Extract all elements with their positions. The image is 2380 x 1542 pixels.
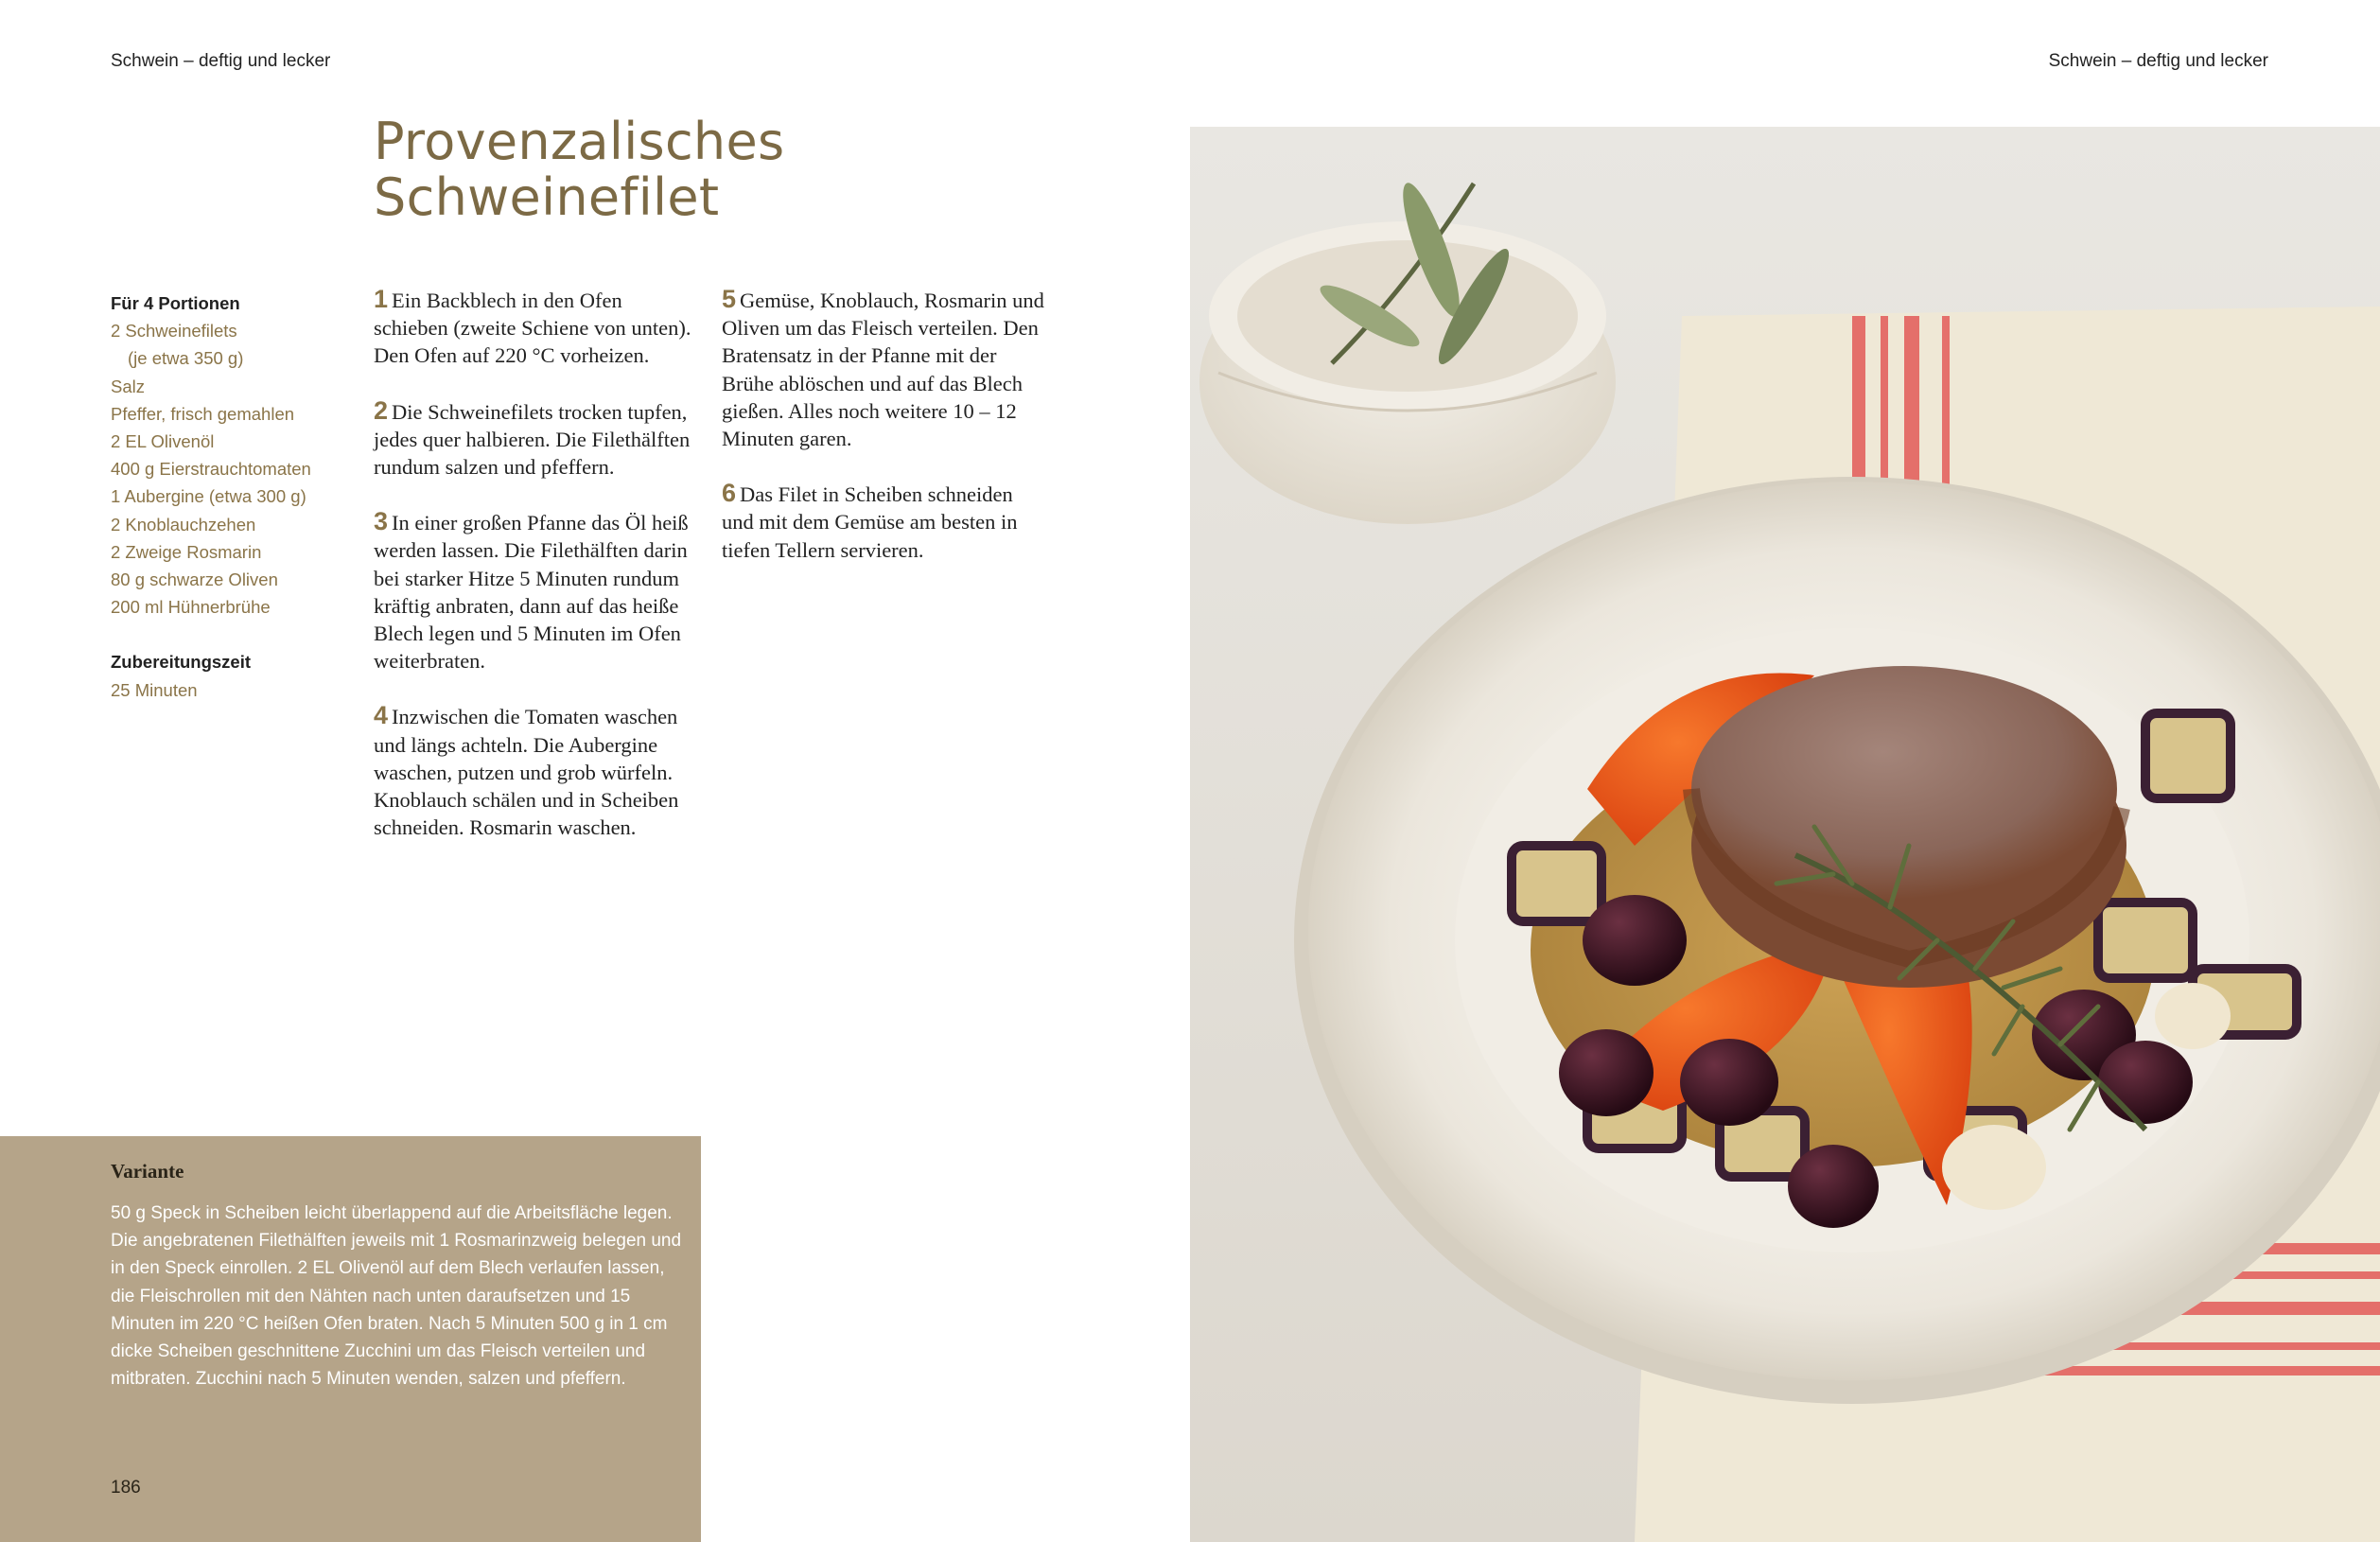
ingredient-item: Pfeffer, frisch gemahlen (111, 403, 295, 424)
step-number: 1 (374, 285, 389, 313)
step-6 (722, 480, 1048, 564)
ingredients-sidebar (111, 289, 366, 704)
step-1 (374, 286, 700, 370)
variant-title: Variante (111, 1160, 184, 1183)
portions-label: Für 4 Portionen (111, 293, 240, 313)
ingredient-item: 2 Zweige Rosmarin (111, 541, 262, 562)
step-number: 5 (722, 285, 737, 313)
step-number: 6 (722, 479, 737, 508)
ingredient-item: 200 ml Hühnerbrühe (111, 597, 271, 618)
prep-time-label: Zubereitungszeit (111, 652, 252, 673)
recipe-title (374, 114, 784, 225)
step-text: In einer großen Pfanne das Öl heiß werden lassen. Die Filethälften darin bei starker Hitze 5 Minuten rundum kräftig anbraten, dann auf das heiße Blech legen und 5 Minuten im Ofen weiterbraten. (374, 511, 689, 674)
step-3 (374, 508, 700, 675)
ingredient-item: Salz (111, 376, 145, 396)
step-text: Das Filet in Scheiben schneiden und mit dem Gemüse am besten in tiefen Tellern servieren. (722, 482, 1018, 562)
right-page (1190, 0, 2380, 1542)
step-text: Inzwischen die Tomaten waschen und längs achteln. Die Aubergine waschen, putzen und grob würfeln. Knoblauch schälen und in Scheiben schneiden. Rosmarin waschen. (374, 705, 679, 840)
step-text: Ein Backblech in den Ofen schieben (zweite Schiene von unten). Den Ofen auf 220 °C vorheizen. (374, 289, 691, 368)
recipe-title-line-1: Provenzalisches (374, 112, 785, 171)
prep-time-value: 25 Minuten (111, 679, 198, 700)
running-head-left: Schwein – deftig und lecker (111, 51, 331, 71)
ingredient-item: 1 Aubergine (etwa 300 g) (111, 486, 306, 507)
dish-illustration (1190, 127, 2380, 1542)
ingredient-item: 2 Schweinefilets (111, 321, 237, 342)
ingredient-item: 2 EL Olivenöl (111, 431, 215, 452)
ingredient-item: 400 g Eierstrauchtomaten (111, 459, 311, 480)
steps-column-1 (374, 286, 700, 868)
recipe-title-line-2: Schweinefilet (374, 167, 720, 227)
step-2 (374, 397, 700, 482)
step-number: 2 (374, 395, 389, 425)
step-number: 4 (374, 701, 389, 730)
step-text: Gemüse, Knoblauch, Rosmarin und Oliven um das Fleisch verteilen. Den Bratensatz in der Pfanne mit der Brühe ablöschen und auf das Blech gießen. Alles noch weitere 10 – 12 Minuten garen. (722, 289, 1044, 451)
step-text: Die Schweinefilets trocken tupfen, jedes quer halbieren. Die Filethälften rundum salzen und pfeffern. (374, 399, 691, 480)
step-number: 3 (374, 507, 389, 536)
step-5 (722, 286, 1048, 452)
page-number: 186 (111, 1478, 141, 1498)
ingredient-item: 2 Knoblauchzehen (111, 514, 256, 534)
dish-photo (1190, 127, 2380, 1542)
step-4 (374, 702, 700, 841)
running-head-right: Schwein – deftig und lecker (2048, 51, 2268, 71)
variant-text: 50 g Speck in Scheiben leicht überlappend auf die Arbeitsfläche legen. Die angebratenen Filethälften jeweils mit 1 Rosmarinzweig belegen und in den Speck einrollen. 2 EL Olivenöl auf dem Blech verlaufen lassen, die Fleischrollen mit den Nähten nach unten daraufsetzen und 15 Minuten im 220 °C heißen Ofen braten. Nach 5 Minuten 500 g in 1 cm dicke Scheiben geschnittene Zucchini um das Fleisch verteilen und mitbraten. Zucchini nach 5 Minuten wenden, salzen und pfeffern. (111, 1203, 682, 1390)
ingredient-item: (je etwa 350 g) (128, 348, 244, 369)
ingredient-item: 80 g schwarze Oliven (111, 569, 278, 590)
steps-column-2 (722, 286, 1048, 591)
